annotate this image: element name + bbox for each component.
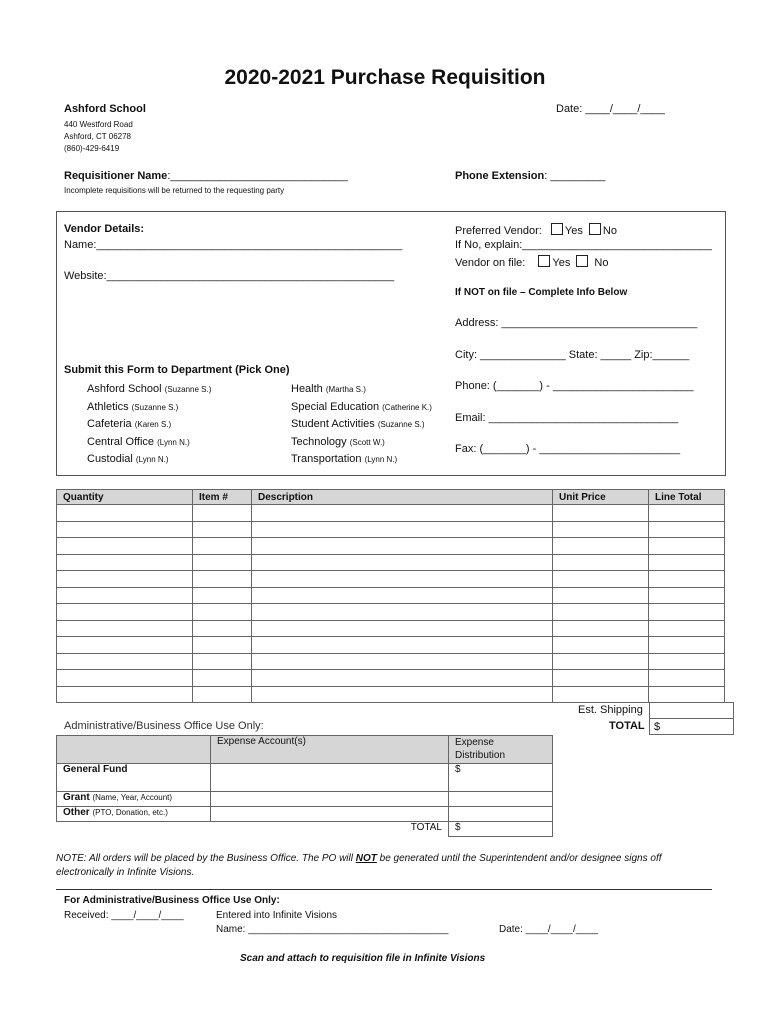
school-phone: (860)-429-6419 bbox=[64, 144, 120, 153]
item-cell[interactable] bbox=[553, 670, 649, 687]
item-cell[interactable] bbox=[252, 571, 553, 588]
not-on-file-heading: If NOT on file – Complete Info Below bbox=[455, 287, 628, 298]
department-option[interactable]: Student Activities (Suzanne S.) bbox=[291, 418, 425, 430]
item-cell[interactable] bbox=[649, 571, 725, 588]
grant-amount-cell[interactable] bbox=[449, 792, 553, 807]
page-title: 2020-2021 Purchase Requisition bbox=[224, 66, 546, 89]
footer-name-field[interactable]: Name: ____________________________________ bbox=[216, 924, 449, 935]
item-cell[interactable] bbox=[252, 686, 553, 703]
note-emphasis: NOT bbox=[355, 853, 377, 864]
preferred-yes-checkbox[interactable] bbox=[551, 223, 563, 235]
admin-table bbox=[56, 735, 553, 837]
department-option[interactable]: Health (Martha S.) bbox=[291, 383, 366, 395]
item-cell[interactable] bbox=[193, 670, 252, 687]
item-cell[interactable] bbox=[57, 653, 193, 670]
department-option[interactable]: Central Office (Lynn N.) bbox=[87, 435, 190, 448]
table-row bbox=[57, 521, 725, 538]
item-cell[interactable] bbox=[553, 653, 649, 670]
items-header-row bbox=[57, 490, 725, 505]
item-cell[interactable] bbox=[252, 653, 553, 670]
school-address-line1: 440 Westford Road bbox=[64, 120, 133, 129]
item-cell[interactable] bbox=[252, 554, 553, 571]
item-cell[interactable] bbox=[649, 670, 725, 687]
item-cell[interactable] bbox=[57, 538, 193, 555]
vendor-email-field[interactable]: Email: _______________________________ bbox=[455, 412, 679, 424]
item-cell[interactable] bbox=[553, 538, 649, 555]
table-row bbox=[57, 686, 725, 703]
col-line-total: Line Total bbox=[649, 490, 725, 505]
table-row bbox=[57, 670, 725, 687]
item-cell[interactable] bbox=[649, 604, 725, 621]
date-field[interactable]: Date: ____/____/____ bbox=[556, 103, 665, 115]
department-option[interactable]: Technology (Scott W.) bbox=[291, 435, 385, 448]
item-cell[interactable] bbox=[193, 604, 252, 621]
department-option[interactable]: Athletics (Suzanne S.) bbox=[87, 400, 179, 413]
table-row bbox=[57, 538, 725, 555]
item-cell[interactable] bbox=[553, 604, 649, 621]
item-cell[interactable] bbox=[553, 637, 649, 654]
item-cell[interactable] bbox=[193, 620, 252, 637]
item-cell[interactable] bbox=[57, 554, 193, 571]
item-cell[interactable] bbox=[193, 538, 252, 555]
on-file-yes-checkbox[interactable] bbox=[538, 255, 550, 267]
other-row bbox=[57, 807, 553, 822]
on-file-no-label: No bbox=[594, 257, 609, 269]
scan-note: Scan and attach to requisition file in Infinite Visions bbox=[240, 953, 486, 964]
vendor-fax-field[interactable]: Fax: (_______) - _______________________ bbox=[455, 443, 681, 455]
total-cell[interactable]: $ bbox=[650, 719, 734, 735]
item-cell[interactable] bbox=[193, 653, 252, 670]
item-cell[interactable] bbox=[57, 604, 193, 621]
expense-distribution-header: Expense Distribution bbox=[449, 736, 553, 764]
on-file-no-checkbox[interactable] bbox=[576, 255, 588, 267]
item-cell[interactable] bbox=[649, 620, 725, 637]
department-option[interactable]: Special Education (Catherine K.) bbox=[291, 400, 432, 413]
vendor-address-field[interactable]: Address: ________________________________ bbox=[455, 317, 698, 329]
table-row bbox=[57, 620, 725, 637]
grant-label: Grant (Name, Year, Account) bbox=[57, 792, 211, 807]
footer-date-field[interactable]: Date: ____/____/____ bbox=[499, 924, 598, 935]
est-shipping-label: Est. Shipping bbox=[578, 704, 643, 716]
admin-total-row bbox=[57, 822, 553, 837]
col-quantity: Quantity bbox=[57, 490, 193, 505]
table-row bbox=[57, 554, 725, 571]
note-line-2: electronically in Infinite Visions. bbox=[56, 867, 195, 878]
est-shipping-cell[interactable] bbox=[650, 703, 734, 719]
item-cell[interactable] bbox=[553, 686, 649, 703]
footer-heading: For Administrative/Business Office Use Only: bbox=[64, 895, 280, 906]
vendor-on-file-label: Vendor on file: bbox=[455, 257, 526, 269]
preferred-vendor-row bbox=[455, 223, 617, 237]
vendor-city-state-zip-field[interactable]: City: ______________ State: _____ Zip:______ bbox=[455, 349, 690, 361]
item-cell[interactable] bbox=[57, 637, 193, 654]
requisitioner-line: :_____________________________ bbox=[167, 170, 348, 182]
item-cell[interactable] bbox=[649, 637, 725, 654]
vendor-website-field[interactable]: Website:_______________________________________________ bbox=[64, 270, 395, 282]
vendor-phone-field[interactable]: Phone: (_______) - _______________________ bbox=[455, 380, 694, 392]
department-option[interactable]: Custodial (Lynn N.) bbox=[87, 453, 169, 465]
phone-extension-label: Phone Extension bbox=[455, 170, 545, 182]
item-cell[interactable] bbox=[252, 538, 553, 555]
item-cell[interactable] bbox=[252, 670, 553, 687]
item-cell[interactable] bbox=[193, 571, 252, 588]
table-row bbox=[57, 505, 725, 522]
other-account-cell[interactable] bbox=[211, 807, 449, 822]
preferred-vendor-label: Preferred Vendor: bbox=[455, 225, 542, 237]
item-cell[interactable] bbox=[193, 521, 252, 538]
item-cell[interactable] bbox=[193, 587, 252, 604]
item-cell[interactable] bbox=[649, 653, 725, 670]
general-fund-label: General Fund bbox=[57, 764, 211, 792]
school-address-line2: Ashford, CT 06278 bbox=[64, 132, 132, 141]
received-field[interactable]: Received: ____/____/____ bbox=[64, 910, 184, 921]
item-cell[interactable] bbox=[57, 587, 193, 604]
table-row bbox=[57, 653, 725, 670]
admin-header-row bbox=[57, 736, 553, 764]
item-cell[interactable] bbox=[57, 571, 193, 588]
vendor-details-label: Vendor Details: bbox=[64, 223, 145, 235]
on-file-yes-label: Yes bbox=[552, 257, 571, 269]
item-cell[interactable] bbox=[57, 505, 193, 522]
item-cell[interactable] bbox=[57, 670, 193, 687]
other-amount-cell[interactable] bbox=[449, 807, 553, 822]
explain-field[interactable]: If No, explain:_______________________________ bbox=[455, 239, 712, 251]
admin-total-label: TOTAL bbox=[410, 822, 442, 833]
col-item-number: Item # bbox=[193, 490, 252, 505]
item-cell[interactable] bbox=[649, 505, 725, 522]
item-cell[interactable] bbox=[649, 686, 725, 703]
items-table bbox=[56, 489, 725, 703]
item-cell[interactable] bbox=[553, 620, 649, 637]
requisitioner-label: Requisitioner Name bbox=[64, 170, 168, 182]
note-line-1: NOTE: All orders will be placed by the Business Office. The PO will NOT be generated until the Superintendent and/or designee signs off bbox=[56, 853, 662, 864]
item-cell[interactable] bbox=[193, 637, 252, 654]
school-name: Ashford School bbox=[64, 103, 146, 115]
item-cell[interactable] bbox=[553, 505, 649, 522]
general-fund-account-cell[interactable] bbox=[211, 764, 449, 792]
item-cell[interactable] bbox=[649, 521, 725, 538]
item-cell[interactable] bbox=[193, 686, 252, 703]
item-cell[interactable] bbox=[252, 620, 553, 637]
department-list-left bbox=[87, 381, 211, 469]
other-label: Other (PTO, Donation, etc.) bbox=[57, 807, 211, 822]
item-cell[interactable] bbox=[252, 604, 553, 621]
item-cell[interactable] bbox=[252, 637, 553, 654]
vendor-name-field[interactable]: Name:__________________________________________________ bbox=[64, 239, 403, 251]
item-cell[interactable] bbox=[252, 587, 553, 604]
item-cell[interactable] bbox=[649, 538, 725, 555]
admin-heading: Administrative/Business Office Use Only: bbox=[64, 720, 264, 732]
preferred-yes-label: Yes bbox=[564, 225, 583, 237]
totals-table bbox=[649, 702, 734, 735]
phone-extension-line: : _________ bbox=[544, 170, 606, 182]
item-cell[interactable] bbox=[649, 587, 725, 604]
item-cell[interactable] bbox=[553, 571, 649, 588]
requisitioner-field[interactable] bbox=[64, 170, 348, 182]
grant-account-cell[interactable] bbox=[211, 792, 449, 807]
item-cell[interactable] bbox=[553, 554, 649, 571]
item-cell[interactable] bbox=[649, 554, 725, 571]
preferred-no-label: No bbox=[602, 225, 617, 237]
item-cell[interactable] bbox=[553, 587, 649, 604]
department-option[interactable]: Ashford School (Suzanne S.) bbox=[87, 383, 212, 395]
item-cell[interactable] bbox=[57, 620, 193, 637]
table-row bbox=[57, 571, 725, 588]
department-heading: Submit this Form to Department (Pick One) bbox=[64, 364, 290, 376]
phone-extension-field[interactable] bbox=[455, 170, 605, 182]
grant-row bbox=[57, 792, 553, 807]
item-cell[interactable] bbox=[57, 686, 193, 703]
col-description: Description bbox=[252, 490, 553, 505]
department-option[interactable]: Cafeteria (Karen S.) bbox=[87, 418, 172, 430]
divider bbox=[56, 889, 712, 890]
col-unit-price: Unit Price bbox=[553, 490, 649, 505]
item-cell[interactable] bbox=[553, 521, 649, 538]
preferred-no-checkbox[interactable] bbox=[589, 223, 601, 235]
general-fund-amount-cell[interactable]: $ bbox=[449, 764, 553, 792]
item-cell[interactable] bbox=[193, 554, 252, 571]
table-row bbox=[57, 637, 725, 654]
total-label: TOTAL bbox=[609, 720, 645, 732]
table-row bbox=[57, 604, 725, 621]
item-cell[interactable] bbox=[193, 505, 252, 522]
admin-total-cell[interactable]: $ bbox=[449, 822, 553, 837]
item-cell[interactable] bbox=[252, 505, 553, 522]
expense-account-header: Expense Account(s) bbox=[211, 736, 449, 764]
department-option[interactable]: Transportation (Lynn N.) bbox=[291, 453, 398, 465]
item-cell[interactable] bbox=[57, 521, 193, 538]
table-row bbox=[57, 587, 725, 604]
general-fund-row bbox=[57, 764, 553, 792]
department-list-right bbox=[291, 381, 432, 469]
vendor-on-file-row bbox=[455, 255, 608, 269]
requisition-note: Incomplete requisitions will be returned to the requesting party bbox=[64, 186, 285, 195]
item-cell[interactable] bbox=[252, 521, 553, 538]
entered-label: Entered into Infinite Visions bbox=[216, 910, 338, 921]
